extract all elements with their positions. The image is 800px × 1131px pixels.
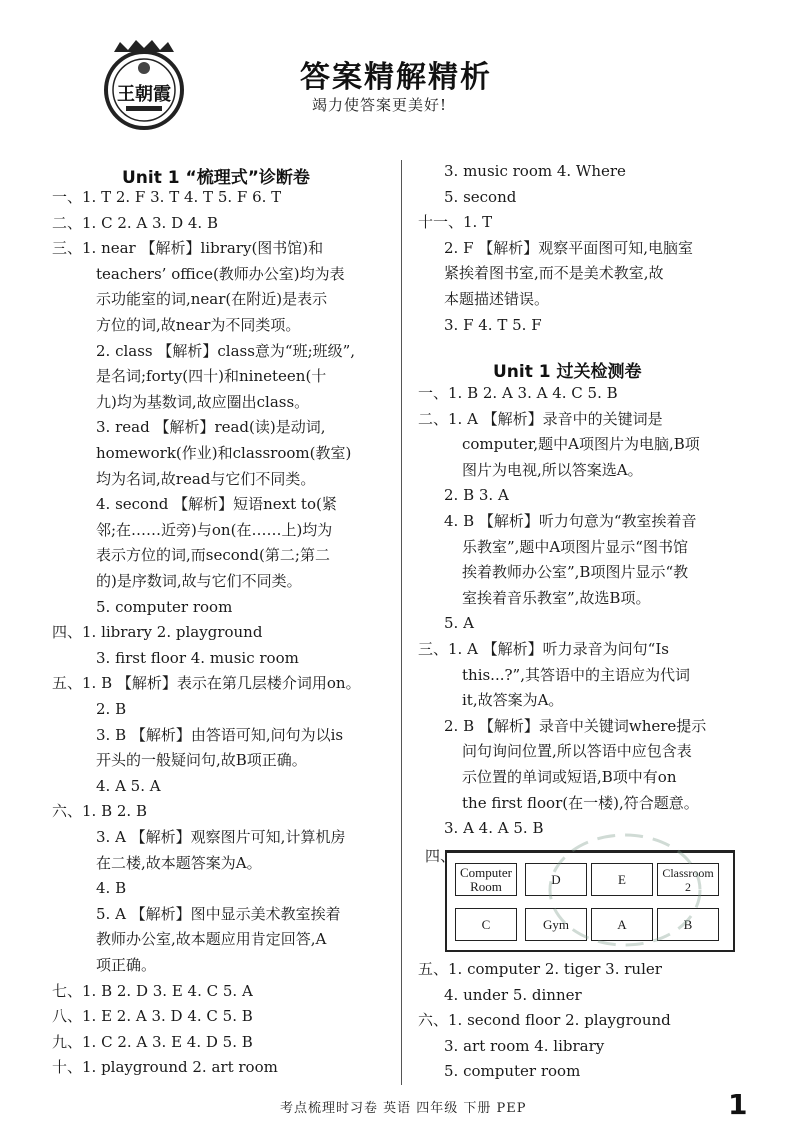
answer-line: 九)均为基数词,故应圈出class。 [96,392,310,411]
answer-line: 九、1. C 2. A 3. E 4. D 5. B [52,1032,253,1051]
answer-line: 4. B [96,879,127,898]
answer-line: 2. B [96,700,127,718]
answer-line: 4. under 5. dinner [444,985,582,1004]
answer-line: 三、1. near 【解析】library(图书馆)和 [52,239,324,258]
page-number: 1 [728,1088,748,1121]
answer-line: 4. second 【解析】短语next to(紧 [96,495,337,514]
answer-line: 六、1. second floor 2. playground [418,1011,671,1030]
answer-line: 3. first floor 4. music room [96,648,299,667]
answer-line: 图片为电视,所以答案选A。 [462,460,643,479]
answer-line: 2. B 【解析】录音中关键词where提示 [444,716,707,735]
answer-line: 七、1. B 2. D 3. E 4. C 5. A [52,981,253,1000]
answer-line: 二、1. C 2. A 3. D 4. B [52,213,218,232]
answer-line: 2. class 【解析】class意为“班;班级”, [96,341,356,360]
answer-line: 开头的一般疑问句,故B项正确。 [96,751,307,770]
answer-line: 5. computer room [96,597,233,616]
answer-line: 3. read 【解析】read(读)是动词, [96,418,326,437]
page-title: 答案精解精析 [300,60,492,95]
logo-wordmark: 王朝霞 [117,84,171,105]
answer-line: 紧挨着图书室,而不是美术教室,故 [444,264,664,283]
answer-line: 表示方位的词,而second(第二;第二 [96,546,330,565]
answer-line: 3. art room 4. library [444,1036,605,1055]
floor-plan-diagram [445,850,735,952]
answer-line: 5. A 【解析】图中显示美术教室挨着 [96,904,341,923]
answer-line: 八、1. E 2. A 3. D 4. C 5. B [52,1007,253,1026]
answer-line: it,故答案为A。 [462,691,564,710]
answer-line: 均为名词,故read与它们不同类。 [96,469,316,488]
answer-line: 四、1. library 2. playground [52,623,263,642]
answer-line: 方位的词,故near为不同类项。 [96,316,301,334]
answer-line: 五、1. computer 2. tiger 3. ruler [418,960,662,978]
answer-line: 邻;在……近旁)与on(在……上)均为 [96,520,333,539]
floor-plan-cell: Gym [525,908,587,941]
answer-line: computer,题中A项图片为电脑,B项 [462,435,700,454]
page-footer: 考点梳理时习卷 英语 四年级 下册 PEP [280,1101,527,1116]
answer-line: 3. A 【解析】观察图片可知,计算机房 [96,828,346,846]
answer-line: 4. A 5. A [96,776,161,795]
answer-line: 一、1. T 2. F 3. T 4. T 5. F 6. T [52,188,282,206]
page-slogan: 竭力使答案更美好! [312,96,448,114]
answer-line: 3. F 4. T 5. F [444,315,542,334]
answer-line: 在二楼,故本题答案为A。 [96,853,262,872]
answer-line: 五、1. B 【解析】表示在第几层楼介词用on。 [52,674,361,693]
floor-plan-cell: E [591,863,653,896]
answer-line: 2. F 【解析】观察平面图可知,电脑室 [444,238,694,257]
answer-line: teachers’ office(教师办公室)均为表 [96,264,345,283]
answer-line: 4. B 【解析】听力句意为“教室挨着音 [444,512,697,530]
answer-line: 本题描述错误。 [444,290,550,308]
answer-line: 一、1. B 2. A 3. A 4. C 5. B [418,384,618,402]
answer-line: 5. computer room [444,1062,581,1081]
answer-line: 二、1. A 【解析】录音中的关键词是 [418,409,663,428]
floor-plan-cell: C [455,908,517,941]
answer-line: 教师办公室,故本题应用肯定回答,A [96,930,327,949]
answer-line: 示功能室的词,near(在附近)是表示 [96,290,328,309]
publisher-logo [100,38,188,130]
answer-line: 十一、1. T [418,213,493,232]
answer-line: 十、1. playground 2. art room [52,1058,278,1077]
answer-line: 5. second [444,187,517,206]
answer-line: 是名词;forty(四十)和nineteen(十 [96,367,327,386]
answer-line: 问句询问位置,所以答语中应包含表 [462,742,692,761]
answer-line: 乐教室”,题中A项图片显示“图书馆 [462,537,688,556]
floor-plan-cell: B [657,908,719,941]
answer-line: 3. A 4. A 5. B [444,819,544,838]
column-divider [401,160,402,1085]
answer-line: 3. B 【解析】由答语可知,问句为以is [96,725,344,744]
answer-line: 5. A [444,614,474,633]
answer-line: 2. B 3. A [444,486,509,505]
answer-line: 示位置的单词或短语,B项中有on [462,768,677,786]
answer-line: 挨着教师办公室”,B项图片显示“教 [462,563,689,582]
answer-line: 项正确。 [96,956,157,974]
answer-line: the first floor(在一楼),符合题意。 [462,793,699,812]
answer-line: 的)是序数词,故与它们不同类。 [96,572,302,590]
answer-line: 六、1. B 2. B [52,802,147,821]
answer-line: 三、1. A 【解析】听力录音为问句“Is [418,640,669,658]
answer-line: 室挨着音乐教室”,故选B项。 [462,588,651,607]
floor-plan-cell: D [525,863,587,896]
answer-line: 3. music room 4. Where [444,162,626,180]
section-title-checkpoint: Unit 1 过关检测卷 [493,362,642,382]
floor-plan-cell: Classroom 2 [657,863,719,896]
section-title-diagnostic: Unit 1 “梳理式”诊断卷 [122,168,310,188]
answer-line: this...?”,其答语中的主语应为代词 [462,665,690,684]
floor-plan-cell: Computer Room [455,863,517,896]
floor-plan-cell: A [591,908,653,941]
section-4-label: 四、 [425,847,456,865]
answer-line: homework(作业)和classroom(教室) [96,444,352,462]
